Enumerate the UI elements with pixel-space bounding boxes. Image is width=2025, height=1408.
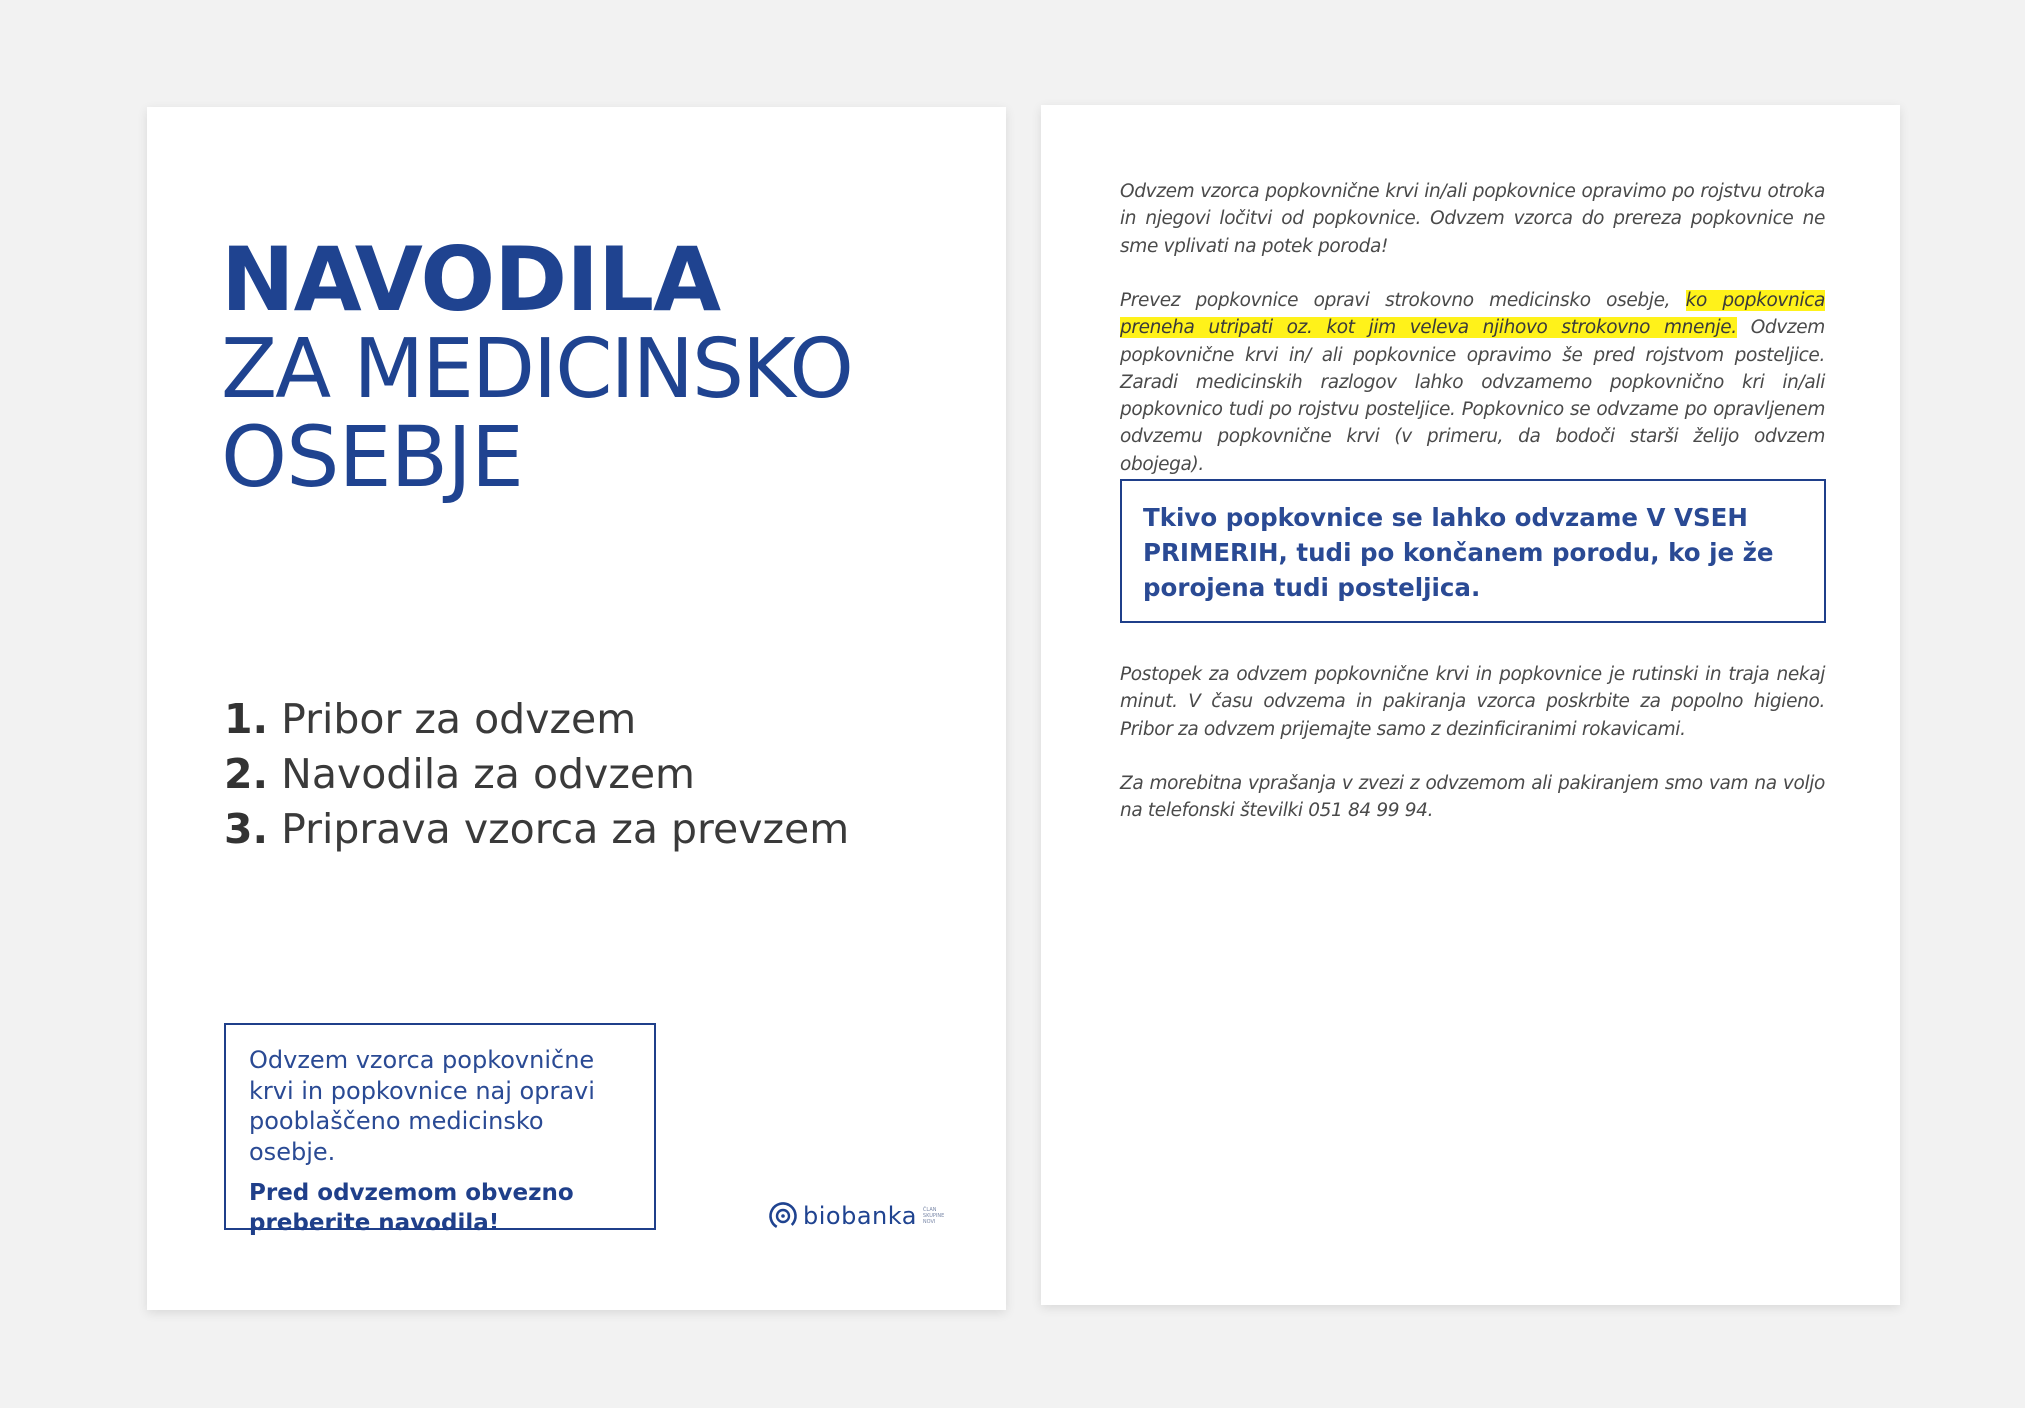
highlighted-text: ko popkovnica preneha utripati oz. kot jim veleva njihovo strokovno mnenje. (1120, 290, 1825, 339)
toc-item-number: 3. (224, 805, 269, 853)
toc-item-label: Navodila za odvzem (281, 750, 695, 798)
biobanka-logo (768, 1199, 947, 1233)
cover-title-line-3: OSEBJE (221, 408, 523, 506)
callout-text: Tkivo popkovnice se lahko odvzame V VSEH PRIMERIH, tudi po končanem porodu, ko je že porojena tudi posteljica. (1143, 503, 1774, 602)
logo-small-text: ČLAN SKUPINE NOVI (922, 1207, 945, 1225)
cover-title-bold: NAVODILA (221, 228, 721, 331)
toc-item-3 (224, 802, 849, 857)
paragraph-cord-tying (1120, 287, 1825, 478)
paragraph-procedure: Postopek za odvzem popkovnične krvi in popkovnice je rutinski in traja nekaj minut. V času odvzema in pakiranja vzorca poskrbite za popolno higieno. Pribor za odvzem prijemajte samo z dezinficiranimi rokavicami. (1120, 664, 1825, 740)
logo-wordmark: biobanka (803, 1202, 917, 1230)
cover-page (147, 107, 1006, 1310)
notice-box (224, 1023, 656, 1236)
biobanka-logo-icon (768, 1201, 798, 1231)
paragraph-contact: Za morebitna vprašanja v zvezi z odvzemom ali pakiranjem smo vam na voljo na telefonski številki 051 84 99 94. (1120, 773, 1825, 822)
notice-strong-text: Pred odvzemom obvezno preberite navodila! (249, 1180, 574, 1236)
toc-item-number: 2. (224, 750, 269, 798)
instructions-page (1041, 105, 1900, 1305)
toc-item-2 (224, 747, 849, 802)
cover-title-line-2: ZA MEDICINSKO (221, 322, 852, 417)
toc-item-number: 1. (224, 695, 269, 743)
paragraph-text: Odvzem popkovnične krvi in/ ali popkovnice opravimo še pred rojstvom posteljice. Zaradi medicinskih razlogov lahko odvzamemo popkovnično kri in/ali popkovnico tudi po rojstvu posteljice. Popkovnico se odvzame po opravljenem odvzemu popkovnične krvi (v primeru, da bodoči starši želijo odvzem obojega). (1120, 317, 1825, 475)
table-of-contents (224, 692, 849, 857)
notice-text: Odvzem vzorca popkovnične krvi in popkovnice naj opravi pooblaščeno medicinsko osebje. (249, 1046, 595, 1166)
paragraph-text: Prevez popkovnice opravi strokovno medicinsko osebje, (1120, 290, 1686, 311)
callout-box (1120, 479, 1826, 623)
toc-item-label: Priprava vzorca za prevzem (281, 805, 850, 853)
toc-item-1 (224, 692, 849, 747)
toc-item-label: Pribor za odvzem (281, 695, 637, 743)
paragraph-intro: Odvzem vzorca popkovnične krvi in/ali popkovnice opravimo po rojstvu otroka in njegovi ločitvi od popkovnice. Odvzem vzorca do prereza popkovnice ne sme vplivati na potek poroda! (1120, 181, 1825, 257)
